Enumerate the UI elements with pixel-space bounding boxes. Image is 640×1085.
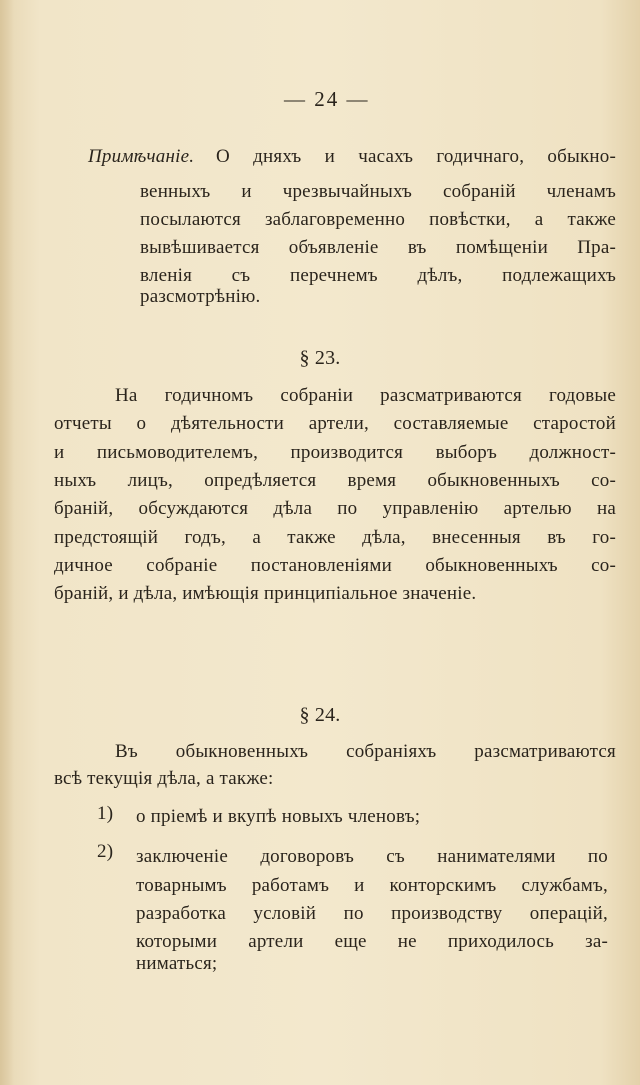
note-line: разсмотрѣнію. [140,286,261,307]
section-23-line: браній, и дѣла, имѣющія принципіальное значеніе. [54,583,477,604]
note-line: вленія съ перечнемъ дѣлъ, подлежащихъ [140,265,616,286]
list-item-line: заключеніе договоровъ съ нанимателями по [136,846,608,867]
list-item-line: товарнымъ работамъ и конторскимъ службамъ, [136,875,608,896]
page-number: — 24 — [284,87,370,111]
section-23-line: отчеты о дѣятельности артели, составляемые старостой [54,413,616,434]
note-line: вывѣшивается объявленіе въ помѣщеніи Пра- [140,237,616,258]
section-24-intro-line: Въ обыкновенныхъ собраніяхъ разсматриваются [115,741,616,762]
list-item-line: ниматься; [136,953,218,974]
section-23-heading: § 23. [299,347,341,369]
section-23-line: предстоящій годъ, а также дѣла, внесенныя въ го- [54,527,616,548]
note-label: Примѣчаніе. [88,146,195,167]
list-item-line: которыми артели еще не приходилось за- [136,931,608,952]
section-23-line: ныхъ лицъ, опредѣляется время обыкновенныхъ со- [54,470,616,491]
section-23-line: и письмоводителемъ, производится выборъ должност- [54,442,616,463]
section-23-line: На годичномъ собраніи разсматриваются годовые [115,385,616,406]
section-23-line: дичное собраніе постановленіями обыкновенныхъ со- [54,555,616,576]
note-line: О дняхъ и часахъ годичнаго, обыкно- [216,146,616,167]
list-item-number: 2) [97,841,114,862]
note-line: посылаются заблаговременно повѣстки, а также [140,209,616,230]
section-24-heading: § 24. [299,704,341,726]
list-item-line: разработка условій по производству операцій, [136,903,608,924]
section-23-line: браній, обсуждаются дѣла по управленію артелью на [54,498,616,519]
section-24-intro-line: всѣ текущія дѣла, а также: [54,768,274,789]
list-item-line: о пріемѣ и вкупѣ новыхъ членовъ; [136,806,421,827]
note-line: венныхъ и чрезвычайныхъ собраній членамъ [140,181,616,202]
list-item-number: 1) [97,803,114,824]
